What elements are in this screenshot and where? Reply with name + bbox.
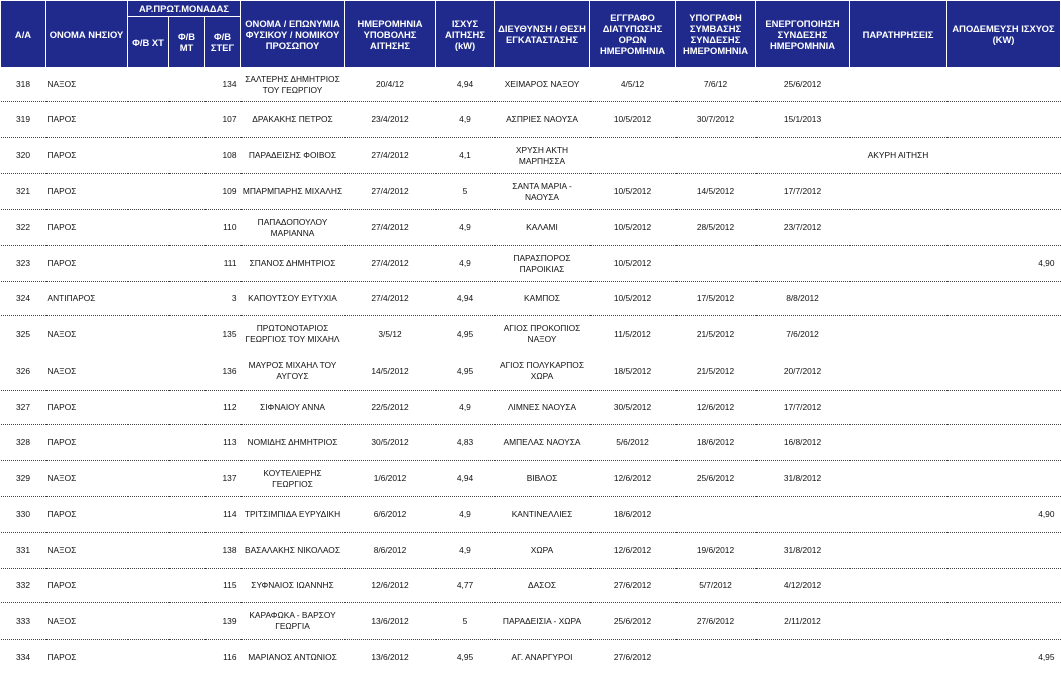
cell-submit-date: 27/4/2012 [345,282,436,316]
cell-power: 4,9 [436,210,495,246]
cell-applicant: ΜΑΥΡΟΣ ΜΙΧΑΗΛ ΤΟΥ ΑΥΓΟΥΣ [241,353,345,391]
cell-aa: 319 [1,102,46,138]
cell-island: ΝΑΞΟΣ [46,68,128,102]
cell-terms-date: 10/5/2012 [590,210,676,246]
cell-contract-date: 7/6/12 [676,68,756,102]
cell-applicant: ΤΡΙΤΣΙΜΠΙΔΑ ΕΥΡΥΔΙΚΗ [241,497,345,533]
cell-contract-date: 27/6/2012 [676,603,756,640]
cell-submit-date: 27/4/2012 [345,138,436,174]
cell-address: ΑΜΠΕΛΑΣ ΝΑΟΥΣΑ [495,425,590,461]
header-accepted-power: ΑΠΟΔΕΜΕΥΣΗ ΙΣΧΥΟΣ (KW) [947,1,1061,68]
cell-notes [850,174,947,210]
cell-power: 4,77 [436,569,495,603]
cell-terms-date: 5/6/2012 [590,425,676,461]
cell-terms-date: 30/5/2012 [590,391,676,425]
cell-island: ΠΑΡΟΣ [46,391,128,425]
cell-contract-date: 19/6/2012 [676,533,756,569]
cell-fb: 134 [128,68,241,102]
cell-address: ΚΑΜΠΟΣ [495,282,590,316]
cell-aa: 329 [1,461,46,497]
cell-contract-date: 25/6/2012 [676,461,756,497]
cell-activation-date: 8/8/2012 [756,282,850,316]
cell-contract-date: 21/5/2012 [696,328,735,339]
cell-fb: 136 [128,353,241,391]
cell-activation-date [756,138,850,174]
cell-notes [850,569,947,603]
cell-notes [850,102,947,138]
cell-contract-date: 18/6/2012 [676,425,756,461]
cell-power: 4,94 [436,282,495,316]
cell-power: 4,1 [436,138,495,174]
cell-address: ΣΑΝΤΑ ΜΑΡΙΑ - ΝΑΟΥΣΑ [495,174,590,210]
cell-submit-date: 30/5/2012 [345,425,436,461]
cell-address: ΔΑΣΟΣ [495,569,590,603]
cell-address: ΚΑΝΤΙΝΕΛΛΙΕΣ [495,497,590,533]
cell-notes [850,497,947,533]
cell-notes [850,282,947,316]
cell-activation-date: 17/7/2012 [756,174,850,210]
cell-aa: 323 [1,246,46,282]
cell-aa: 320 [1,138,46,174]
cell-activation-date: 31/8/2012 [756,533,850,569]
table-row [1,210,1061,246]
table-row [1,68,1061,102]
cell-activation-date [756,640,850,676]
header-fb-xt: Φ/Β ΧΤ [128,17,169,68]
cell-fb: 3 [128,282,241,316]
cell-accepted-power [947,102,1061,138]
cell-island: ΠΑΡΟΣ [46,102,128,138]
cell-fb: 114 [128,497,241,533]
cell-submit-date: 1/6/2012 [345,461,436,497]
cell-notes [850,640,947,676]
cell-applicant: ΚΑΠΟΥΤΣΟΥ ΕΥΤΥΧΙΑ [241,282,345,316]
cell-submit-date: 3/5/12 [378,328,402,339]
cell-aa: 325 [16,328,30,339]
table-row [1,533,1061,569]
cell-power: 5 [436,174,495,210]
cell-accepted-power [947,603,1061,640]
cell-terms-date: 10/5/2012 [590,282,676,316]
cell-contract-date: 21/5/2012 [676,353,756,391]
cell-applicant: ΒΑΣΑΛΑΚΗΣ ΝΙΚΟΛΑΟΣ [241,533,345,569]
table-body [1,68,1061,676]
table-row [1,102,1061,138]
cell-island: ΠΑΡΟΣ [46,138,128,174]
cell-submit-date: 6/6/2012 [345,497,436,533]
cell-terms-date: 10/5/2012 [590,102,676,138]
cell-contract-date [676,138,756,174]
cell-submit-date: 20/4/12 [345,68,436,102]
cell-submit-date: 8/6/2012 [345,533,436,569]
cell-address: ΑΓΙΟΣ ΠΟΛΥΚΑΡΠΟΣ ΧΩΡΑ [495,353,590,391]
cell-contract-date: 5/7/2012 [676,569,756,603]
cell-aa: 322 [1,210,46,246]
cell-activation-date: 20/7/2012 [756,353,850,391]
cell-power: 4,9 [436,391,495,425]
cell-notes [850,246,947,282]
cell-fb: 116 [223,652,237,663]
cell-submit-date: 27/4/2012 [345,246,436,282]
cell-island: ΠΑΡΟΣ [46,210,128,246]
cell-island: ΝΑΞΟΣ [46,533,128,569]
cell-activation-date: 2/11/2012 [756,603,850,640]
header-notes: ΠΑΡΑΤΗΡΗΣΕΙΣ [850,1,947,68]
cell-accepted-power [947,210,1061,246]
cell-power: 4,9 [436,533,495,569]
cell-island: ΝΑΞΟΣ [47,328,77,339]
header-fb-mt: Φ/Β ΜΤ [169,17,205,68]
cell-contract-date [676,246,756,282]
cell-accepted-power [947,461,1061,497]
cell-accepted-power [947,282,1061,316]
cell-power: 4,83 [436,425,495,461]
cell-activation-date: 15/1/2013 [756,102,850,138]
table-row [1,497,1061,533]
cell-fb: 107 [128,102,241,138]
cell-island: ΑΝΤΙΠΑΡΟΣ [46,282,128,316]
cell-contract-date [676,497,756,533]
cell-notes [850,391,947,425]
cell-address: ΧΩΡΑ [495,533,590,569]
cell-notes [850,533,947,569]
cell-address: ΒΙΒΛΟΣ [495,461,590,497]
header-address: ΔΙΕΥΘΥΝΣΗ / ΘΕΣΗ ΕΓΚΑΤΑΣΤΑΣΗΣ [495,1,590,68]
cell-island: ΠΑΡΟΣ [46,569,128,603]
header-island: ΟΝΟΜΑ ΝΗΣΙΟΥ [46,1,128,68]
cell-power: 4,94 [436,461,495,497]
cell-accepted-power [947,174,1061,210]
cell-submit-date: 23/4/2012 [345,102,436,138]
cell-submit-date: 13/6/2012 [345,603,436,640]
table-row [1,246,1061,282]
cell-power: 4,9 [436,102,495,138]
cell-terms-date: 4/5/12 [590,68,676,102]
cell-aa: 332 [1,569,46,603]
cell-island: ΝΑΞΟΣ [46,353,128,391]
cell-activation-date [756,497,850,533]
cell-address: ΧΡΥΣΗ ΑΚΤΗ ΜΑΡΠΗΣΣΑ [495,138,590,174]
cell-fb: 138 [128,533,241,569]
header-applicant: ΟΝΟΜΑ / ΕΠΩΝΥΜΙΑ ΦΥΣΙΚΟΥ / ΝΟΜΙΚΟΥ ΠΡΟΣΩΠΟΥ [241,1,345,68]
cell-applicant: ΜΑΡΙΑΝΟΣ ΑΝΤΩΝΙΟΣ [248,652,337,663]
cell-applicant: ΠΑΡΑΔΕΙΣΗΣ ΦΟΙΒΟΣ [241,138,345,174]
cell-power: 4,9 [436,246,495,282]
cell-aa: 318 [1,68,46,102]
cell-activation-date: 17/7/2012 [756,391,850,425]
header-contract-date: ΥΠΟΓΡΑΦΗ ΣΥΜΒΑΣΗΣ ΣΥΝΔΕΣΗΣ ΗΜΕΡΟΜΗΝΙΑ [676,1,756,68]
cell-applicant: ΔΡΑΚΑΚΗΣ ΠΕΤΡΟΣ [241,102,345,138]
cell-address: ΑΓΙΟΣ ΠΡΟΚΟΠΙΟΣ ΝΑΞΟΥ [503,323,581,345]
cell-terms-date: 12/6/2012 [590,533,676,569]
cell-submit-date: 14/5/2012 [345,353,436,391]
table-row [1,138,1061,174]
cell-applicant: ΜΠΑΡΜΠΑΡΗΣ ΜΙΧΑΛΗΣ [241,174,345,210]
table-row [1,640,1061,676]
cell-aa: 327 [1,391,46,425]
cell-terms-date: 11/5/2012 [614,328,651,339]
cell-fb: 135 [222,328,237,339]
cell-fb: 112 [128,391,241,425]
cell-power: 4,95 [456,652,474,663]
table-row [1,569,1061,603]
cell-submit-date: 27/4/2012 [345,210,436,246]
header-activation-date: ΕΝΕΡΓΟΠΟΙΗΣΗ ΣΥΝΔΕΣΗΣ ΗΜΕΡΟΜΗΝΙΑ [756,1,850,68]
cell-fb: 111 [128,246,241,282]
cell-terms-date: 10/5/2012 [590,246,676,282]
cell-terms-date: 25/6/2012 [590,603,676,640]
cell-address: ΠΑΡΑΔΕΙΣΙΑ - ΧΩΡΑ [495,603,590,640]
cell-accepted-power [947,391,1061,425]
cell-notes [850,210,947,246]
cell-power: 4,9 [436,497,495,533]
cell-contract-date [676,640,756,676]
cell-island: ΠΑΡΟΣ [46,246,128,282]
cell-aa: 333 [1,603,46,640]
cell-aa: 324 [1,282,46,316]
cell-address: ΑΣΠΡΙΕΣ ΝΑΟΥΣΑ [495,102,590,138]
cell-terms-date [590,138,676,174]
cell-aa: 331 [1,533,46,569]
cell-accepted-power [947,353,1061,391]
cell-submit-date: 12/6/2012 [345,569,436,603]
cell-fb: 137 [128,461,241,497]
cell-submit-date: 27/4/2012 [345,174,436,210]
cell-accepted-power: 4,95 [1038,652,1055,663]
cell-address: ΧΕΙΜΑΡΟΣ ΝΑΞΟΥ [495,68,590,102]
cell-applicant: ΣΙΦΝΑΙΟΥ ΑΝΝΑ [241,391,345,425]
cell-aa: 326 [1,353,46,391]
cell-activation-date: 16/8/2012 [756,425,850,461]
cell-terms-date: 10/5/2012 [590,174,676,210]
cell-power: 4,94 [436,68,495,102]
cell-island: ΠΑΡΟΣ [46,497,128,533]
cell-applicant: ΣΥΦΝΑΙΟΣ ΙΩΑΝΝΗΣ [241,569,345,603]
cell-notes [850,425,947,461]
header-submit-date: ΗΜΕΡΟΜΗΝΙΑ ΥΠΟΒΟΛΗΣ ΑΙΤΗΣΗΣ [345,1,436,68]
cell-address: ΠΑΡΑΣΠΟΡΟΣ ΠΑΡΟΙΚΙΑΣ [495,246,590,282]
cell-notes [850,603,947,640]
cell-terms-date: 27/6/2012 [613,652,652,663]
cell-address: ΑΓ. ΑΝΑΡΓΥΡΟΙ [511,652,573,663]
table-row [1,425,1061,461]
header-aa: Α/Α [1,1,46,68]
table-row [1,391,1061,425]
cell-activation-date [756,246,850,282]
cell-fb: 110 [128,210,241,246]
cell-terms-date: 27/6/2012 [590,569,676,603]
cell-applicant: ΠΑΠΑΔΟΠΟΥΛΟΥ ΜΑΡΙΑΝΝΑ [241,210,345,246]
cell-applicant: ΚΟΥΤΕΛΙΕΡΗΣ ΓΕΩΡΓΙΟΣ [241,461,345,497]
cell-fb: 113 [128,425,241,461]
cell-power: 5 [436,603,495,640]
cell-contract-date: 28/5/2012 [676,210,756,246]
cell-accepted-power: 4,90 [947,497,1061,533]
cell-island: ΝΑΞΟΣ [46,603,128,640]
cell-activation-date: 23/7/2012 [756,210,850,246]
cell-fb: 108 [128,138,241,174]
cell-applicant: ΣΠΑΝΟΣ ΔΗΜΗΤΡΙΟΣ [241,246,345,282]
cell-fb: 139 [128,603,241,640]
header-fb-steg: Φ/Β ΣΤΕΓ [205,17,241,68]
cell-contract-date: 30/7/2012 [676,102,756,138]
header-protocol-group: ΑΡ.ΠΡΩΤ.ΜΟΝΑΔΑΣ [128,1,241,17]
cell-notes [850,68,947,102]
cell-contract-date: 12/6/2012 [676,391,756,425]
cell-contract-date: 17/5/2012 [676,282,756,316]
cell-address: ΚΑΛΑΜΙ [495,210,590,246]
cell-terms-date: 18/6/2012 [590,497,676,533]
cell-applicant: ΣΑΛΤΕΡΗΣ ΔΗΜΗΤΡΙΟΣ ΤΟΥ ΓΕΩΡΓΙΟΥ [241,68,345,102]
table-row [1,174,1061,210]
cell-aa: 328 [1,425,46,461]
cell-applicant: ΠΡΩΤΟΝΟΤΑΡΙΟΣ ΓΕΩΡΓΙΟΣ ΤΟΥ ΜΙΧΑΗΛ [245,323,340,345]
table-row [1,353,1061,391]
cell-activation-date: 25/6/2012 [756,68,850,102]
cell-island: ΝΑΞΟΣ [46,461,128,497]
cell-submit-date: 13/6/2012 [371,652,409,663]
cell-notes [850,461,947,497]
cell-activation-date: 31/8/2012 [756,461,850,497]
cell-power: 4,95 [456,328,474,339]
header-power: ΙΣΧΥΣ ΑΙΤΗΣΗΣ (kW) [436,1,495,68]
cell-terms-date: 12/6/2012 [590,461,676,497]
cell-notes: ΑΚΥΡΗ ΑΙΤΗΣΗ [850,138,947,174]
cell-activation-date: 7/6/2012 [786,328,819,339]
table-header [1,1,1061,68]
cell-aa: 334 [16,652,30,663]
cell-accepted-power [947,425,1061,461]
cell-contract-date: 14/5/2012 [676,174,756,210]
cell-aa: 330 [1,497,46,533]
cell-applicant: ΝΟΜΙΔΗΣ ΔΗΜΗΤΡΙΟΣ [241,425,345,461]
cell-accepted-power: 4,90 [947,246,1061,282]
cell-activation-date: 4/12/2012 [756,569,850,603]
table-row [1,603,1061,640]
table-row [1,282,1061,316]
cell-island: ΠΑΡΟΣ [46,425,128,461]
cell-accepted-power [947,316,1061,353]
cell-address: ΛΙΜΝΕΣ ΝΑΟΥΣΑ [495,391,590,425]
cell-power: 4,95 [436,353,495,391]
cell-accepted-power [947,68,1061,102]
cell-terms-date: 18/5/2012 [590,353,676,391]
cell-notes [850,353,947,391]
cell-fb: 109 [128,174,241,210]
cell-accepted-power [947,569,1061,603]
cell-island: ΠΑΡΟΣ [46,174,128,210]
header-terms-date: ΕΓΓΡΑΦΟ ΔΙΑΤΥΠΩΣΗΣ ΟΡΩΝ ΗΜΕΡΟΜΗΝΙΑ [590,1,676,68]
cell-aa: 321 [1,174,46,210]
cell-island: ΠΑΡΟΣ [47,652,77,663]
cell-submit-date: 22/5/2012 [345,391,436,425]
cell-fb: 115 [128,569,241,603]
cell-notes [850,316,947,353]
table-row [1,316,1061,353]
cell-accepted-power [947,138,1061,174]
table-row [1,461,1061,497]
cell-accepted-power [947,533,1061,569]
cell-applicant: ΚΑΡΑΦΩΚΑ - ΒΑΡΣΟΥ ΓΕΩΡΓΙΑ [241,603,345,640]
